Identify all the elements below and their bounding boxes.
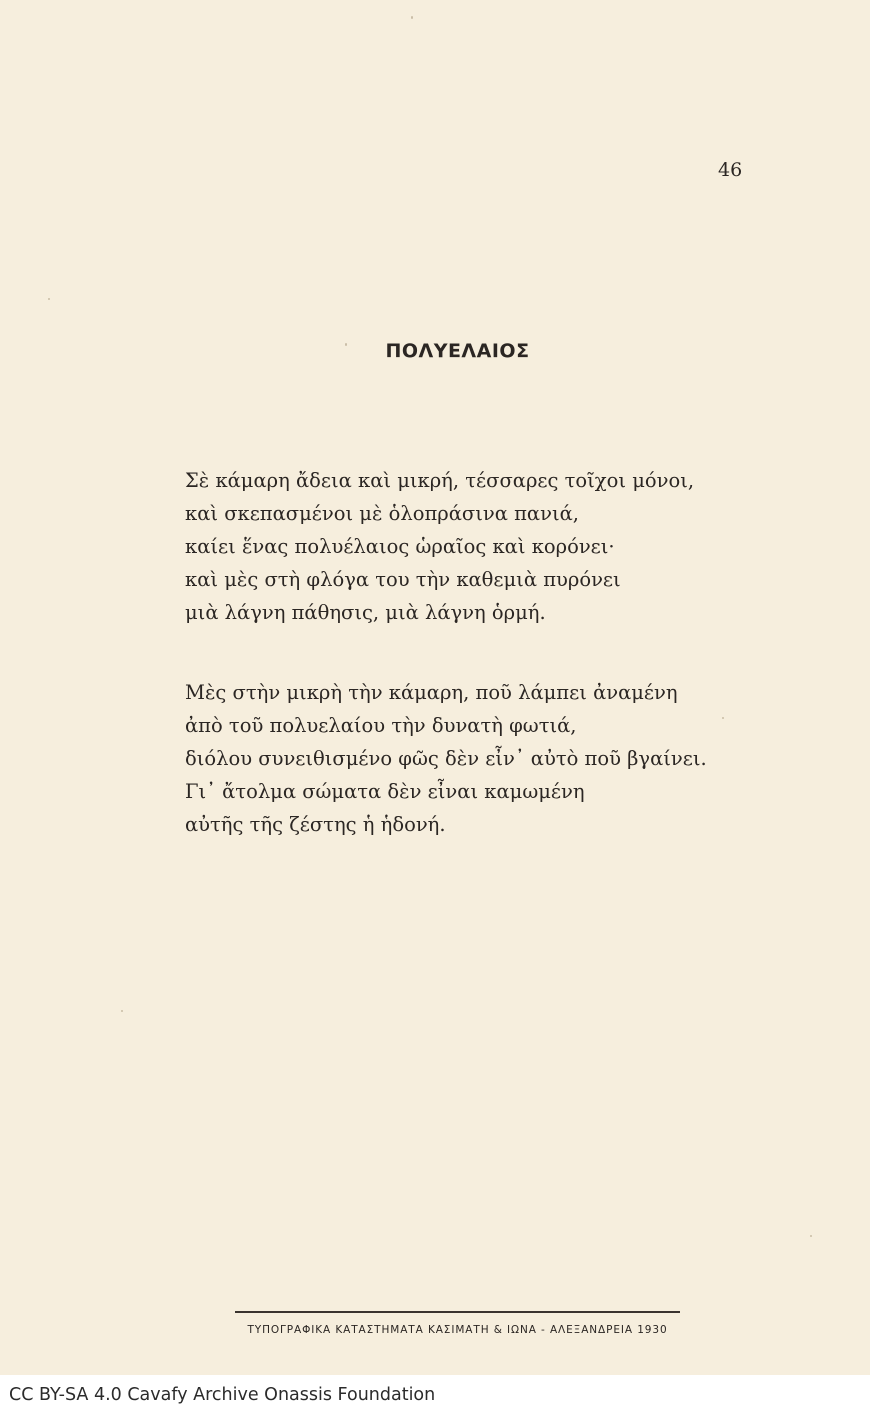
poem-line: Σὲ κάμαρη ἄδεια καὶ μικρή, τέσσαρες τοῖχοι μόνοι, [185,469,695,492]
poem-line: Γι᾿ ἄτολμα σώματα δὲν εἶναι καμωμένη [185,780,585,803]
paper-speck [810,1235,812,1237]
footer-divider [235,1311,680,1313]
poem-line: μιὰ λάγνη πάθησις, μιὰ λάγνη ὁρμή. [185,601,546,624]
poem-stanza [185,676,785,841]
poem-line: διόλου συνειθισμένο φῶς δὲν εἶν᾿ αὐτὸ ποῦ βγαίνει. [185,747,707,770]
poem-line: Μὲς στὴν μικρὴ τὴν κάμαρη, ποῦ λάμπει ἀναμένη [185,681,678,704]
license-credit: CC BY-SA 4.0 Cavafy Archive Onassis Foundation [9,1385,436,1405]
poem-line: ἀπὸ τοῦ πολυελαίου τὴν δυνατὴ φωτιά, [185,714,577,737]
page-number: 46 [718,159,743,181]
license-bar [0,1375,870,1417]
printer-imprint: ΤΥΠΟΓΡΑΦΙΚΑ ΚΑΤΑΣΤΗΜΑΤΑ ΚΑΣΙΜΑΤΗ & ΙΩΝΑ - ΑΛΕΞΑΝΔΡΕΙΑ 1930 [247,1324,668,1336]
poem-line: καὶ μὲς στὴ φλόγα του τὴν καθεμιὰ πυρόνει [185,568,621,591]
poem-line: αὐτῆς τῆς ζέστης ἡ ἡδονή. [185,813,446,836]
paper-speck [411,16,413,19]
poem-title: ΠΟΛΥΕΛΑΙΟΣ [385,340,530,362]
poem-line: καίει ἕνας πολυέλαιος ὡραῖος καὶ κορόνει· [185,535,615,558]
paper-speck [48,298,50,300]
poem-line: καὶ σκεπασμένοι μὲ ὁλοπράσινα πανιά, [185,502,579,525]
paper-speck [121,1010,123,1012]
poem-stanza [185,464,785,629]
